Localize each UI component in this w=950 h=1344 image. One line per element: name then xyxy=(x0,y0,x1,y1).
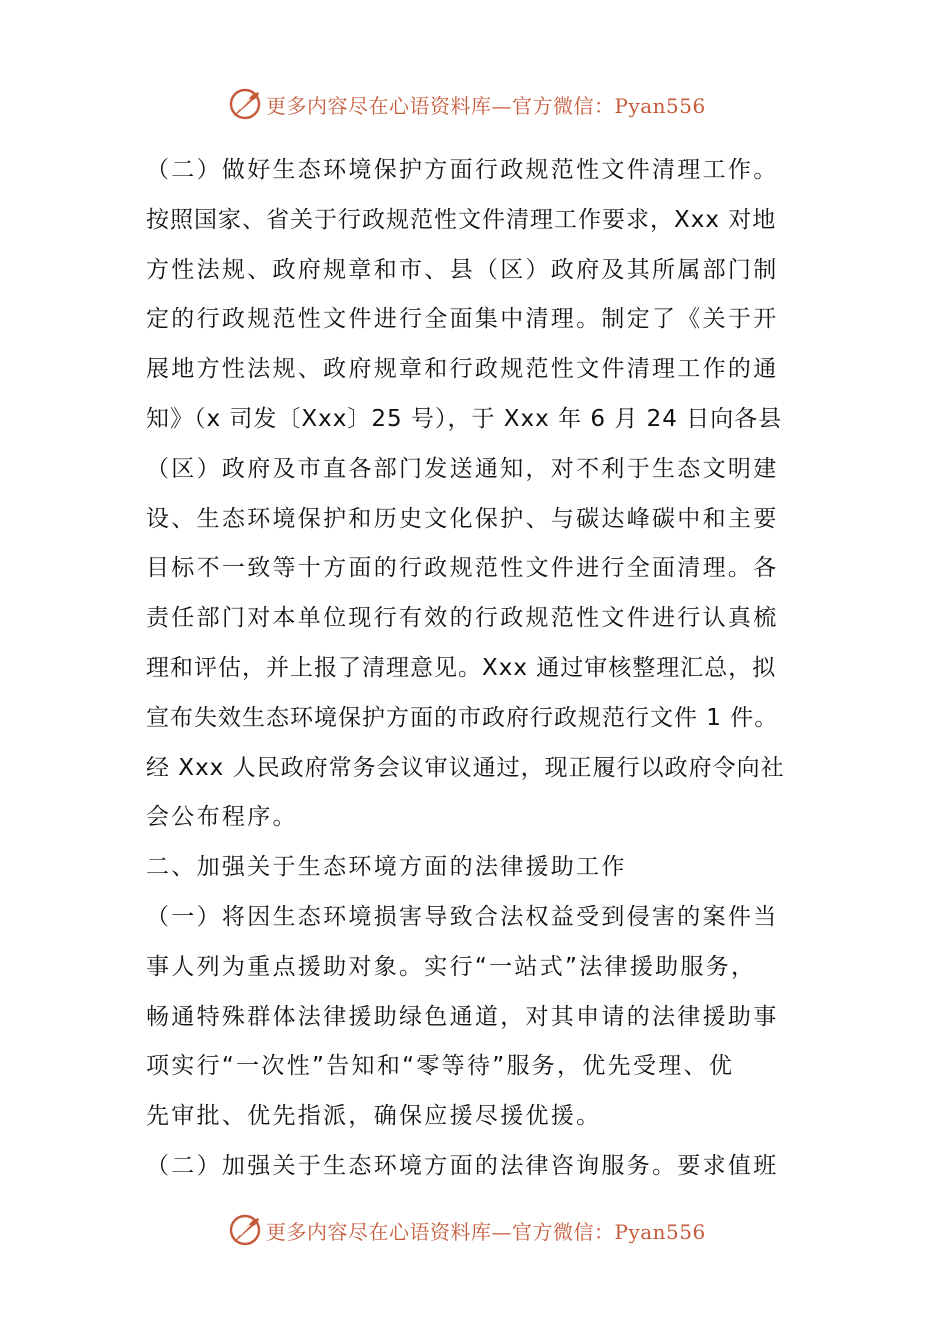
text-line: （二）做好生态环境保护方面行政规范性文件清理工作。 xyxy=(146,157,779,183)
text-line: 目标不一致等十方面的行政规范性文件进行全面清理。各 xyxy=(146,555,779,582)
text-line: 设、生态环境保护和历史文化保护、与碳达峰碳中和主要 xyxy=(146,505,779,532)
text-line: 宣布失效生态环境保护方面的市政府行政规范行文件 1 件。 xyxy=(146,704,779,731)
text-line: 先审批、优先指派，确保应援尽援优援。 xyxy=(146,1103,602,1130)
text-line: 定的行政规范性文件进行全面集中清理。制定了《关于开 xyxy=(146,306,779,333)
text-line: 经 Xxx 人民政府常务会议审议通过，现正履行以政府令向社 xyxy=(146,754,785,781)
text-line: 方性法规、政府规章和市、县（区）政府及其所属部门制 xyxy=(146,256,779,283)
text-line: 项实行“一次性”告知和“零等待”服务，优先受理、优 xyxy=(146,1053,735,1080)
text-line: （二）加强关于生态环境方面的法律咨询服务。要求值班 xyxy=(146,1152,779,1179)
watermark-text: 更多内容尽在心语资料库—官方微信：Pyan556 xyxy=(266,93,706,118)
watermark-text: 更多内容尽在心语资料库—官方微信：Pyan556 xyxy=(266,1219,706,1244)
text-line: 会公布程序。 xyxy=(146,804,298,831)
watermark-footer xyxy=(228,1210,706,1250)
text-line: （区）政府及市直各部门发送通知，对不利于生态文明建 xyxy=(146,455,779,482)
quill-pen-circle-icon xyxy=(228,1213,262,1247)
watermark-header xyxy=(228,84,706,124)
text-line: 畅通特殊群体法律援助绿色通道，对其申请的法律援助事 xyxy=(146,1003,779,1030)
text-line: 责任部门对本单位现行有效的行政规范性文件进行认真梳 xyxy=(146,605,779,632)
text-line: 按照国家、省关于行政规范性文件清理工作要求，Xxx 对地 xyxy=(146,206,777,233)
section-heading: 二、加强关于生态环境方面的法律援助工作 xyxy=(146,854,627,881)
text-line: 事人列为重点援助对象。实行“一站式”法律援助服务， xyxy=(146,953,757,980)
text-line: 展地方性法规、政府规章和行政规范性文件清理工作的通 xyxy=(146,356,779,383)
quill-pen-circle-icon xyxy=(228,87,262,121)
document-body xyxy=(146,146,810,1192)
text-line: 知》（x 司发〔Xxx〕25 号），于 Xxx 年 6 月 24 日向各县 xyxy=(146,405,783,432)
text-line: （一）将因生态环境损害导致合法权益受到侵害的案件当 xyxy=(146,903,779,930)
text-line: 理和评估，并上报了清理意见。Xxx 通过审核整理汇总，拟 xyxy=(146,654,777,681)
